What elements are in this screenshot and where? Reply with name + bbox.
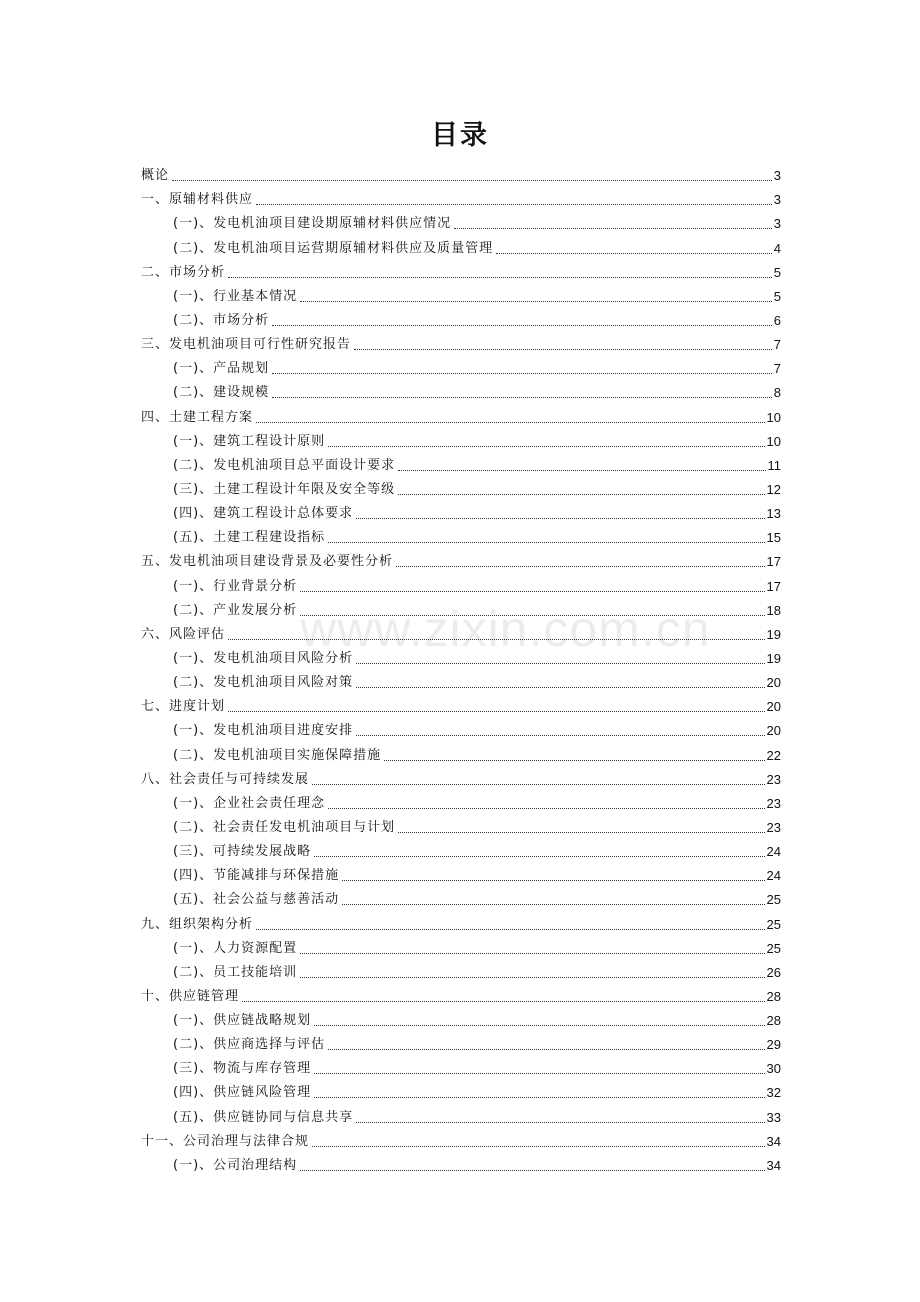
toc-page-number: 20	[766, 723, 781, 739]
watermark: www.zixin.com.cn	[300, 601, 711, 657]
toc-page-number: 7	[773, 361, 781, 377]
toc-entry[interactable]	[141, 547, 781, 571]
dot-leader	[356, 687, 764, 688]
dot-leader	[272, 397, 772, 398]
toc-subentry[interactable]	[141, 499, 781, 523]
dot-leader	[356, 735, 764, 736]
dot-leader	[300, 1170, 764, 1171]
toc-entry-label: (二)、发电机油项目实施保障措施	[173, 747, 382, 763]
toc-entry[interactable]	[141, 692, 781, 716]
dot-leader	[256, 204, 772, 205]
page-title: 目录	[431, 120, 489, 151]
toc-subentry[interactable]	[141, 1054, 781, 1078]
dot-leader	[314, 1097, 764, 1098]
toc-subentry[interactable]	[141, 958, 781, 982]
toc-entry-label: (一)、公司治理结构	[173, 1157, 298, 1173]
toc-subentry[interactable]	[141, 209, 781, 233]
toc-subentry[interactable]	[141, 354, 781, 378]
toc-subentry[interactable]	[141, 1006, 781, 1030]
toc-entry[interactable]	[141, 258, 781, 282]
table-of-contents	[141, 161, 781, 1175]
dot-leader	[300, 591, 764, 592]
toc-entry[interactable]	[141, 1127, 781, 1151]
toc-entry-label: 三、发电机油项目可行性研究报告	[141, 337, 352, 353]
toc-entry-label: (三)、可持续发展战略	[173, 844, 312, 860]
toc-subentry[interactable]	[141, 475, 781, 499]
toc-page-number: 19	[766, 650, 781, 666]
toc-subentry[interactable]	[141, 451, 781, 475]
toc-page-number: 5	[773, 288, 781, 304]
toc-subentry[interactable]	[141, 644, 781, 668]
dot-leader	[300, 615, 764, 616]
toc-page-number: 32	[766, 1085, 781, 1101]
toc-page-number: 25	[766, 940, 781, 956]
toc-page-number: 3	[773, 216, 781, 232]
toc-entry-label: (一)、发电机油项目建设期原辅材料供应情况	[173, 216, 452, 232]
toc-subentry[interactable]	[141, 885, 781, 909]
toc-entry-label: (一)、行业背景分析	[173, 578, 298, 594]
toc-entry-label: (二)、产业发展分析	[173, 602, 298, 618]
dot-leader	[356, 518, 764, 519]
toc-page-number: 10	[766, 409, 781, 425]
toc-entry-label: (一)、人力资源配置	[173, 940, 298, 956]
toc-entry-label: (四)、建筑工程设计总体要求	[173, 506, 354, 522]
toc-entry-label: (五)、土建工程建设指标	[173, 530, 326, 546]
toc-page-number: 5	[773, 264, 781, 280]
toc-subentry[interactable]	[141, 282, 781, 306]
toc-entry-label: (四)、节能减排与环保措施	[173, 868, 340, 884]
toc-subentry[interactable]	[141, 668, 781, 692]
toc-entry-label: (一)、产品规划	[173, 361, 270, 377]
toc-page-number: 28	[766, 988, 781, 1004]
toc-page-number: 20	[766, 675, 781, 691]
toc-page-number: 11	[767, 457, 781, 473]
toc-page-number: 23	[766, 795, 781, 811]
toc-subentry[interactable]	[141, 233, 781, 257]
toc-page-number: 28	[766, 1013, 781, 1029]
toc-entry-label: 二、市场分析	[141, 264, 226, 280]
toc-page-number: 19	[766, 626, 781, 642]
toc-page-number: 24	[766, 868, 781, 884]
dot-leader	[314, 856, 764, 857]
toc-subentry[interactable]	[141, 1078, 781, 1102]
toc-page-number: 34	[766, 1157, 781, 1173]
dot-leader	[398, 470, 765, 471]
toc-subentry[interactable]	[141, 306, 781, 330]
dot-leader	[314, 1025, 764, 1026]
toc-page-number: 6	[773, 312, 781, 328]
toc-entry[interactable]	[141, 620, 781, 644]
dot-leader	[328, 542, 764, 543]
toc-page-number: 4	[773, 240, 781, 256]
toc-page-number: 23	[766, 771, 781, 787]
toc-entry-label: 六、风险评估	[141, 626, 226, 642]
dot-leader	[228, 639, 765, 640]
dot-leader	[314, 1073, 764, 1074]
toc-entry-label: 九、组织架构分析	[141, 916, 254, 932]
toc-page-number: 25	[766, 916, 781, 932]
toc-page-number: 24	[766, 844, 781, 860]
toc-page-number: 33	[766, 1109, 781, 1125]
toc-entry-label: (二)、供应商选择与评估	[173, 1037, 326, 1053]
dot-leader	[354, 349, 772, 350]
toc-entry-label: (二)、市场分析	[173, 312, 270, 328]
toc-page-number: 13	[766, 506, 781, 522]
toc-page-number: 18	[766, 602, 781, 618]
toc-entry[interactable]	[141, 185, 781, 209]
dot-leader	[256, 929, 765, 930]
toc-entry-label: (一)、发电机油项目风险分析	[173, 650, 354, 666]
dot-leader	[256, 422, 765, 423]
toc-entry-label: 八、社会责任与可持续发展	[141, 771, 310, 787]
dot-leader	[398, 494, 764, 495]
dot-leader	[356, 1122, 764, 1123]
toc-page-number: 10	[766, 433, 781, 449]
dot-leader	[496, 253, 772, 254]
toc-entry[interactable]	[141, 909, 781, 933]
dot-leader	[228, 711, 765, 712]
toc-entry-label: (一)、企业社会责任理念	[173, 795, 326, 811]
dot-leader	[228, 277, 772, 278]
dot-leader	[398, 832, 764, 833]
toc-entry[interactable]	[141, 161, 781, 185]
toc-page-number: 7	[773, 337, 781, 353]
dot-leader	[242, 1001, 765, 1002]
dot-leader	[300, 977, 764, 978]
toc-entry-label: (二)、社会责任发电机油项目与计划	[173, 819, 396, 835]
toc-entry-label: (二)、发电机油项目运营期原辅材料供应及质量管理	[173, 240, 494, 256]
dot-leader	[312, 1146, 765, 1147]
dot-leader	[328, 808, 764, 809]
toc-subentry[interactable]	[141, 740, 781, 764]
toc-subentry[interactable]	[141, 427, 781, 451]
toc-entry-label: (二)、建设规模	[173, 385, 270, 401]
toc-entry-label: (二)、发电机油项目风险对策	[173, 675, 354, 691]
dot-leader	[272, 325, 772, 326]
dot-leader	[356, 663, 764, 664]
dot-leader	[172, 180, 772, 181]
dot-leader	[454, 228, 772, 229]
dot-leader	[272, 373, 772, 374]
toc-subentry[interactable]	[141, 596, 781, 620]
dot-leader	[342, 904, 764, 905]
dot-leader	[300, 953, 764, 954]
dot-leader	[396, 566, 765, 567]
toc-entry-label: (一)、建筑工程设计原则	[173, 433, 326, 449]
toc-page-number: 3	[773, 168, 781, 184]
toc-entry-label: (一)、发电机油项目进度安排	[173, 723, 354, 739]
toc-entry[interactable]	[141, 330, 781, 354]
toc-subentry[interactable]	[141, 716, 781, 740]
toc-page-number: 29	[766, 1037, 781, 1053]
dot-leader	[312, 784, 765, 785]
toc-page-number: 34	[766, 1133, 781, 1149]
toc-page-number: 25	[766, 892, 781, 908]
toc-subentry[interactable]	[141, 1030, 781, 1054]
toc-entry-label: (五)、供应链协同与信息共享	[173, 1109, 354, 1125]
toc-page-number: 22	[766, 747, 781, 763]
toc-page-number: 3	[773, 192, 781, 208]
toc-entry-label: (五)、社会公益与慈善活动	[173, 892, 340, 908]
toc-subentry[interactable]	[141, 523, 781, 547]
toc-entry-label: 十、供应链管理	[141, 988, 240, 1004]
toc-page-number: 23	[766, 819, 781, 835]
toc-entry[interactable]	[141, 765, 781, 789]
toc-subentry[interactable]	[141, 934, 781, 958]
toc-subentry[interactable]	[141, 571, 781, 595]
toc-page-number: 17	[766, 554, 781, 570]
toc-page-number: 26	[766, 964, 781, 980]
dot-leader	[328, 1049, 764, 1050]
toc-entry-label: 四、土建工程方案	[141, 409, 254, 425]
dot-leader	[342, 880, 764, 881]
toc-subentry[interactable]	[141, 837, 781, 861]
toc-entry-label: (二)、发电机油项目总平面设计要求	[173, 457, 396, 473]
toc-entry-label: 七、进度计划	[141, 699, 226, 715]
toc-entry-label: (二)、员工技能培训	[173, 964, 298, 980]
toc-entry-label: 五、发电机油项目建设背景及必要性分析	[141, 554, 394, 570]
toc-page-number: 12	[766, 481, 781, 497]
toc-page-number: 15	[766, 530, 781, 546]
toc-page-number: 30	[766, 1061, 781, 1077]
toc-subentry[interactable]	[141, 1102, 781, 1126]
toc-entry-label: (一)、行业基本情况	[173, 288, 298, 304]
dot-leader	[384, 760, 764, 761]
toc-entry-label: (三)、物流与库存管理	[173, 1061, 312, 1077]
toc-entry[interactable]	[141, 982, 781, 1006]
toc-subentry[interactable]	[141, 789, 781, 813]
toc-subentry[interactable]	[141, 1151, 781, 1175]
toc-subentry[interactable]	[141, 378, 781, 402]
toc-page-number: 17	[766, 578, 781, 594]
dot-leader	[328, 446, 764, 447]
toc-entry-label: 一、原辅材料供应	[141, 192, 254, 208]
toc-subentry[interactable]	[141, 813, 781, 837]
toc-entry-label: (三)、土建工程设计年限及安全等级	[173, 481, 396, 497]
toc-entry-label: 十一、公司治理与法律合规	[141, 1133, 310, 1149]
dot-leader	[300, 301, 772, 302]
toc-page-number: 8	[773, 385, 781, 401]
toc-entry-label: (一)、供应链战略规划	[173, 1013, 312, 1029]
toc-page-number: 20	[766, 699, 781, 715]
toc-subentry[interactable]	[141, 861, 781, 885]
toc-entry[interactable]	[141, 402, 781, 426]
toc-entry-label: 概论	[141, 168, 170, 184]
toc-entry-label: (四)、供应链风险管理	[173, 1085, 312, 1101]
